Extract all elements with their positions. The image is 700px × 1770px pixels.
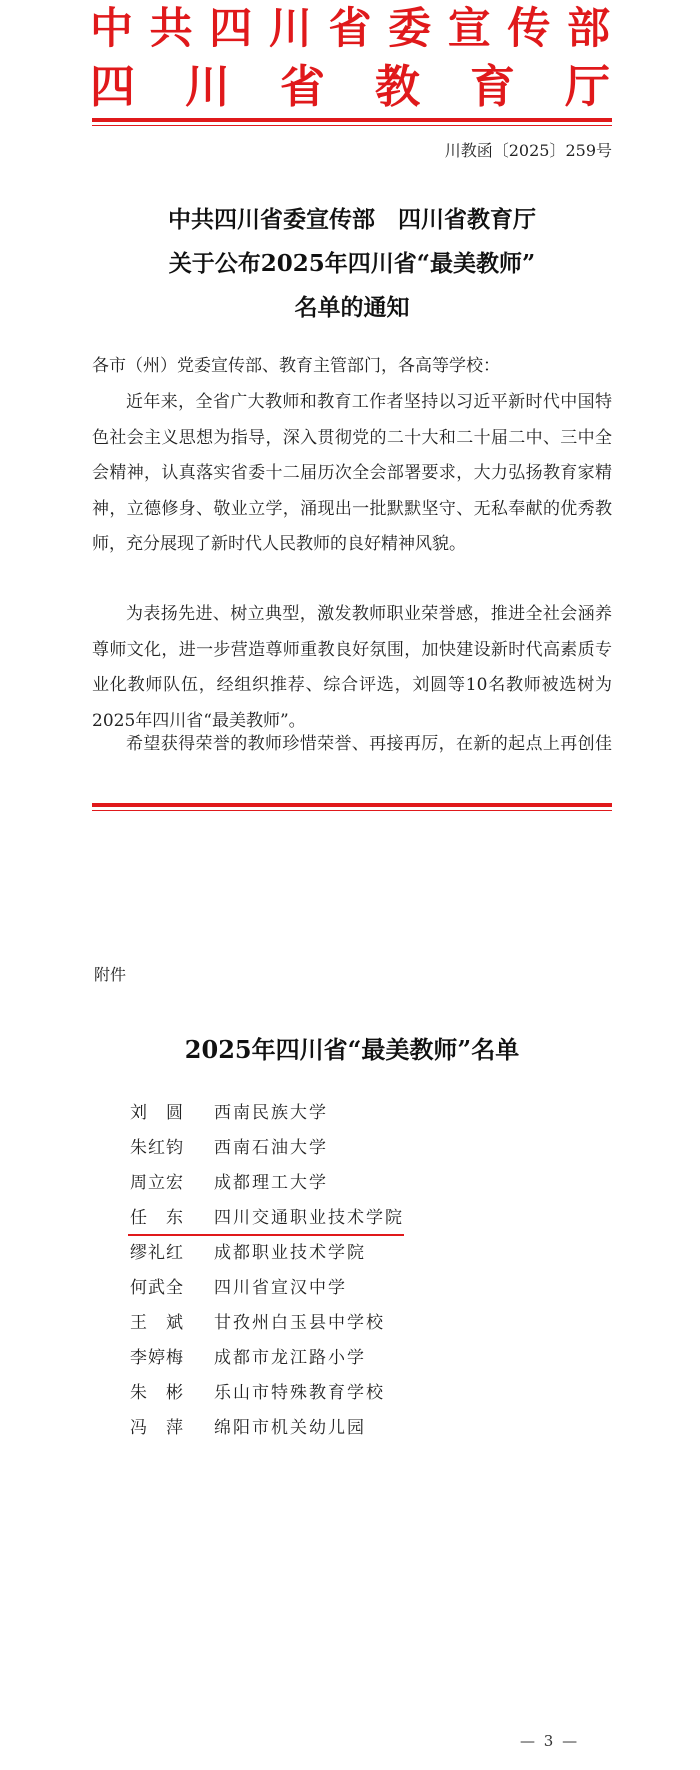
header-red-rule-thin [92,125,612,126]
honoree-row [130,1271,530,1306]
section-red-rule [92,803,612,807]
page-cut-mask [92,760,612,802]
body-paragraph-1: 近年来，全省广大教师和教育工作者坚持以习近平新时代中国特色社会主义思想为指导，深入贯彻党的二十大和二十届二中、三中全会精神，认真落实省委十二届历次全会部署要求，大力弘扬教育家精神，立德修身、敬业立学，涌现出一批默默坚守、无私奉献的优秀教师，充分展现了新时代人民教师的良好精神风貌。 [92,392,612,554]
honoree-unit: 绵阳市机关幼儿园 [214,1418,366,1438]
honoree-name: 朱 彬 [130,1383,184,1403]
honoree-name: 缪礼红 [130,1243,184,1263]
honoree-name: 王 斌 [130,1313,184,1333]
honoree-unit: 西南石油大学 [214,1138,328,1158]
issuer-header-line-1: 中共四川省委宣传部 [90,4,610,54]
honoree-row [130,1096,530,1131]
honoree-row [130,1201,530,1236]
body-paragraph-3: 希望获得荣誉的教师珍惜荣誉、再接再厉，在新的起点上再创佳 [126,734,612,754]
salutation: 各市（州）党委宣传部、教育主管部门，各高等学校： [92,356,500,376]
honoree-name: 冯 萍 [130,1418,184,1438]
honoree-name: 周立宏 [130,1173,184,1193]
honoree-row [130,1341,530,1376]
honoree-name: 刘 圆 [130,1103,184,1123]
honoree-row [130,1236,530,1271]
honoree-row [130,1376,530,1411]
honoree-row [130,1166,530,1201]
document-title-line-3: 名单的通知 [294,294,410,321]
header-red-rule [92,118,612,122]
honoree-unit: 乐山市特殊教育学校 [214,1383,385,1403]
honoree-unit: 西南民族大学 [214,1103,328,1123]
honoree-row [130,1306,530,1341]
honoree-row [130,1131,530,1166]
honoree-list-title: 2025年四川省“最美教师”名单 [184,1035,520,1064]
honoree-unit: 四川省宣汉中学 [214,1278,347,1298]
honoree-name: 朱红钧 [130,1138,184,1158]
body-paragraph-2: 为表扬先进、树立典型，激发教师职业荣誉感，推进全社会涵养尊师文化，进一步营造尊师重教良好氛围，加快建设新时代高素质专业化教师队伍，经组织推荐、综合评选，刘圆等10名教师被选树为2025年四川省“最美教师”。 [92,604,612,731]
document-title-line-1: 中共四川省委宣传部 四川省教育厅 [168,206,536,233]
document-number: 川教函〔2025〕259号 [444,141,612,160]
honoree-unit: 成都市龙江路小学 [214,1348,366,1368]
honoree-name: 何武全 [130,1278,184,1298]
honoree-row [130,1411,530,1446]
attachment-label: 附件 [94,965,127,984]
honoree-unit: 四川交通职业技术学院 [214,1208,404,1228]
honoree-unit: 成都理工大学 [214,1173,328,1193]
page-number: — 3 — [520,1732,580,1750]
issuer-header-line-2: 四川省教育厅 [90,60,610,113]
honoree-name: 任 东 [130,1208,184,1228]
document-title-line-2: 关于公布2025年四川省“最美教师” [168,250,536,277]
honoree-name: 李婷梅 [130,1348,184,1368]
honoree-unit: 甘孜州白玉县中学校 [214,1313,385,1333]
honoree-unit: 成都职业技术学院 [214,1243,366,1263]
section-red-rule-thin [92,810,612,811]
honoree-list [130,1096,530,1446]
